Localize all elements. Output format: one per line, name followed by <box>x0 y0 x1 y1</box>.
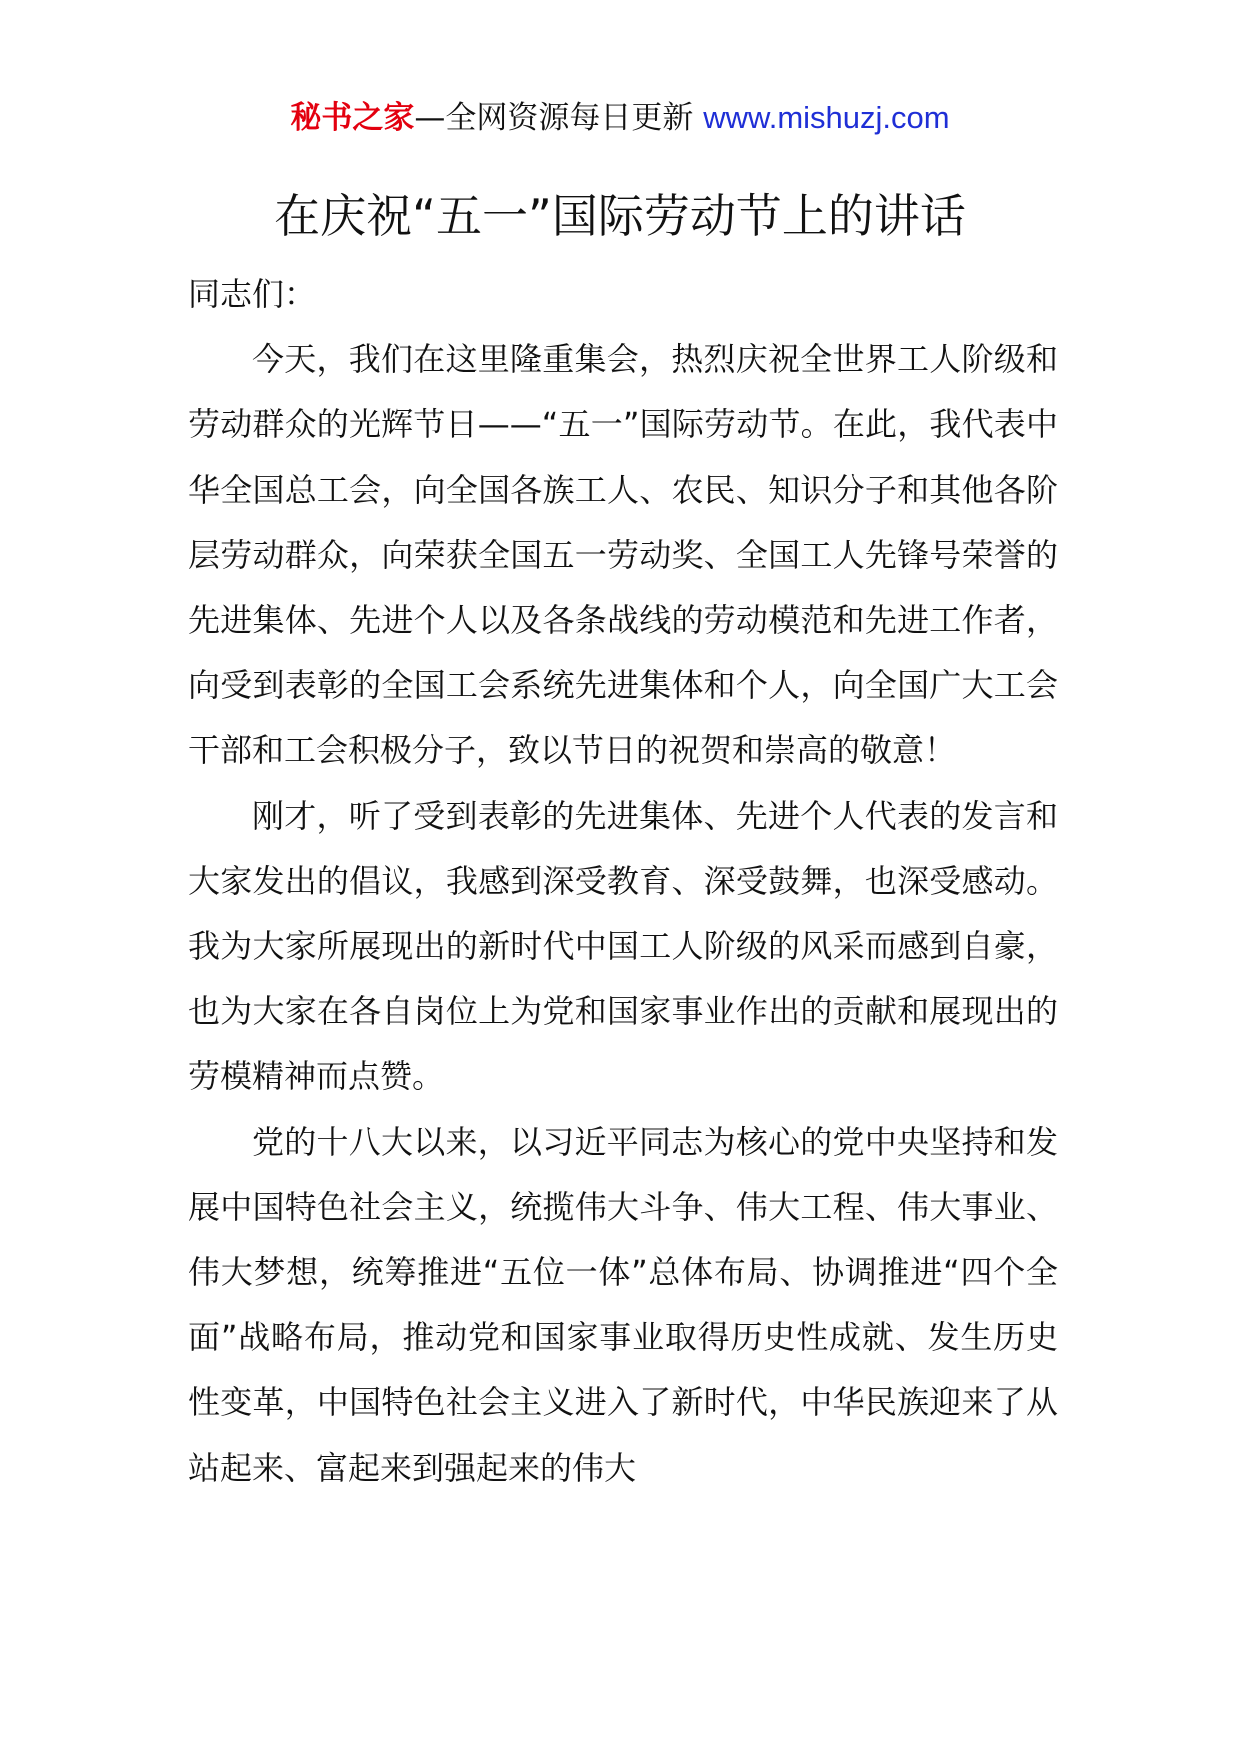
paragraph-2: 刚才，听了受到表彰的先进集体、先进个人代表的发言和大家发出的倡议，我感到深受教育、深受鼓舞，也深受感动。我为大家所展现出的新时代中国工人阶级的风采而感到自豪，也为大家在各自岗位上为党和国家事业作出的贡献和展现出的劳模精神而点赞。 <box>188 796 1058 1096</box>
document-body <box>188 262 1058 1501</box>
salutation: 同志们： <box>188 275 317 313</box>
document-title: 在庆祝“五一”国际劳动节上的讲话 <box>274 189 966 243</box>
site-url-link[interactable]: www.mishuzj.com <box>703 100 950 135</box>
paragraph-3: 党的十八大以来，以习近平同志为核心的党中央坚持和发展中国特色社会主义，统揽伟大斗争、伟大工程、伟大事业、伟大梦想，统筹推进“五位一体”总体布局、协调推进“四个全面”战略布局，推动党和国家事业取得历史性成就、发生历史性变革，中国特色社会主义进入了新时代，中华民族迎来了从站起来、富起来到强起来的伟大 <box>188 1122 1058 1487</box>
paragraph-1: 今天，我们在这里隆重集会，热烈庆祝全世界工人阶级和劳动群众的光辉节日——“五一”国际劳动节。在此，我代表中华全国总工会，向全国各族工人、农民、知识分子和其他各阶层劳动群众，向荣获全国五一劳动奖、全国工人先锋号荣誉的先进集体、先进个人以及各条战线的劳动模范和先进工作者，向受到表彰的全国工会系统先进集体和个人，向全国广大工会干部和工会积极分子，致以节日的祝贺和崇高的敬意！ <box>188 340 1058 770</box>
brand-name: 秘书之家 <box>290 100 415 136</box>
site-banner <box>0 98 1240 138</box>
banner-tagline: —全网资源每日更新 <box>414 100 704 136</box>
